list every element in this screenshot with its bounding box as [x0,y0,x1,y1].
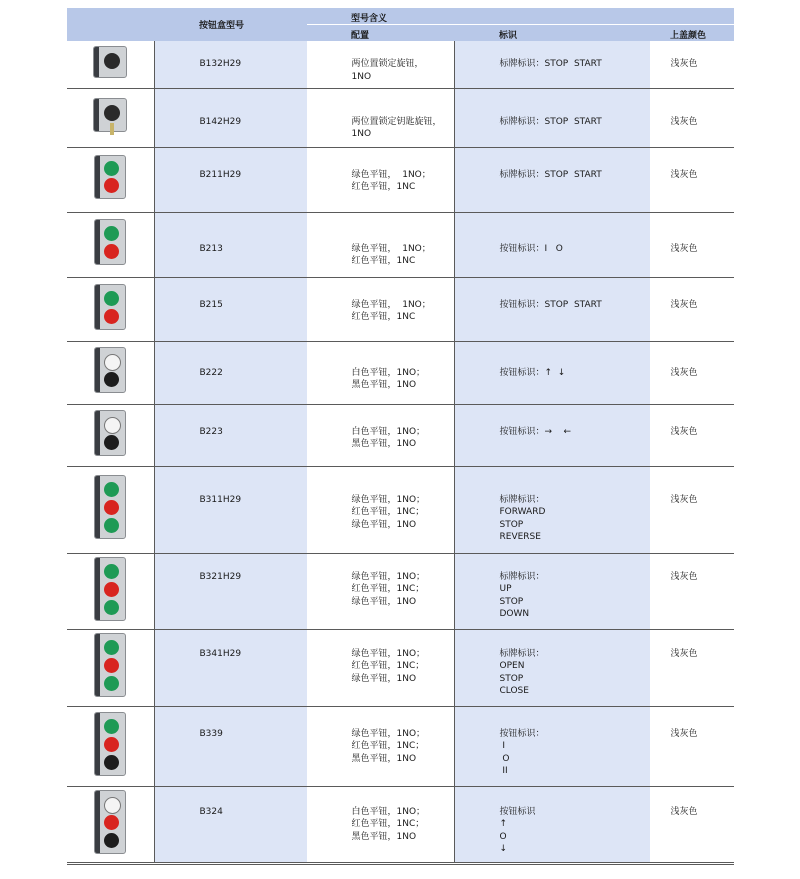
config-cell-line: 红色平钮，1NC； [351,741,425,751]
mark-cell [454,706,650,786]
config-cell-line: 绿色平钮，1NO； [351,571,426,582]
model-cell: B341H29 [154,629,307,706]
config-cell-line: 黑色平钮，1NO [351,831,417,842]
config-cell [307,404,454,466]
model-cell: B324 [154,786,307,862]
cover-color-header: 上盖颜色 [650,25,734,42]
cover-color-cell: 浅灰色 [650,88,734,147]
config-cell [307,553,454,629]
config-cell [307,88,454,147]
config-cell-line: 白色平钮，1NO； [351,806,426,817]
table-row [67,629,734,706]
mark-cell-line: O [499,831,507,842]
three-button-box-icon [94,790,126,854]
config-cell-line: 绿色平钮，1NO [351,519,417,530]
mark-cell [454,277,650,341]
cover-color-cell: 浅灰色 [650,277,734,341]
table-row [67,341,734,404]
config-cell [307,277,454,341]
config-cell-line: 黑色平钮，1NO [351,380,417,390]
config-cell [307,212,454,277]
mark-cell-line: 标牌标识：STOP START [499,59,602,69]
config-cell-line: 两位置锁定钥匙旋钮， [351,116,442,127]
product-image-cell [67,786,154,862]
config-cell-line: 红色平钮，1NC； [351,584,425,594]
table-row [67,706,734,786]
two-button-box-icon [94,347,126,393]
mark-cell [454,88,650,147]
config-cell [307,786,454,862]
model-cell: B222 [154,341,307,404]
mark-cell-line: STOP [499,673,524,684]
meaning-group-header: 型号含义 [307,8,734,25]
mark-cell [454,41,650,88]
product-image-cell [67,341,154,404]
mark-cell-line: 按钮标识：STOP START [499,299,602,310]
selector-switch-icon [93,46,127,78]
mark-cell-line: UP [499,584,512,594]
two-button-box-icon [94,219,126,265]
cover-color-cell: 浅灰色 [650,404,734,466]
model-cell: B213 [154,212,307,277]
product-image-cell [67,553,154,629]
three-button-box-icon [94,557,126,621]
config-cell-line: 红色平钮，1NC [351,312,416,322]
mark-cell-line: II [499,766,508,776]
config-cell-line: 1NO [351,71,372,82]
table-row [67,786,734,862]
product-table [67,8,734,863]
cover-color-cell: 浅灰色 [650,706,734,786]
three-button-box-icon [94,712,126,776]
mark-cell-line: 按钮标识 [499,806,536,817]
config-cell-line: 1NO [351,129,372,139]
product-image-cell [67,404,154,466]
two-button-box-icon [94,410,126,456]
config-cell [307,147,454,212]
product-image-cell [67,88,154,147]
config-cell-line: 红色平钮，1NC [351,182,416,192]
mark-header: 标识 [454,25,650,42]
cover-color-cell: 浅灰色 [650,147,734,212]
two-button-box-icon [94,284,126,330]
model-cell: B211H29 [154,147,307,212]
config-cell [307,341,454,404]
table-row [67,41,734,88]
table-row [67,212,734,277]
product-image-cell [67,277,154,341]
mark-cell [454,786,650,862]
mark-cell-line: CLOSE [499,686,529,696]
model-cell: B223 [154,404,307,466]
product-image-cell [67,147,154,212]
config-cell-line: 红色平钮，1NC； [351,819,425,829]
mark-cell-line: I [499,741,506,751]
model-header: 按钮盒型号 [154,8,307,41]
cover-color-cell: 浅灰色 [650,341,734,404]
config-cell-line: 黑色平钮，1NO [351,753,417,764]
product-image-cell [67,212,154,277]
mark-cell-line: DOWN [499,609,530,619]
mark-cell-line: STOP [499,519,524,530]
config-cell-line: 红色平钮，1NC； [351,661,425,671]
mark-cell-line: REVERSE [499,532,541,542]
product-image-cell [67,706,154,786]
mark-cell [454,341,650,404]
config-cell-line: 绿色平钮，1NO； [351,728,426,739]
config-cell-line: 红色平钮，1NC [351,256,416,266]
mark-cell [454,404,650,466]
two-button-box-icon [94,155,126,199]
mark-cell [454,629,650,706]
product-image-cell [67,466,154,553]
mark-cell [454,466,650,553]
three-button-box-icon [94,475,126,539]
config-cell-line: 绿色平钮， 1NO； [351,299,431,310]
mark-cell [454,212,650,277]
mark-cell [454,147,650,212]
cover-color-cell: 浅灰色 [650,466,734,553]
mark-cell-line: 按钮标识：→ ← [499,426,572,437]
mark-cell [454,553,650,629]
model-cell: B215 [154,277,307,341]
cover-color-cell: 浅灰色 [650,553,734,629]
config-cell [307,41,454,88]
mark-cell-line: 按钮标识： [499,728,545,739]
cover-color-cell: 浅灰色 [650,212,734,277]
key-switch-icon [93,98,127,132]
config-cell-line: 两位置锁定旋钮， [351,59,424,69]
config-cell-line: 绿色平钮，1NO； [351,494,426,505]
table-row [67,147,734,212]
table-row [67,404,734,466]
table-body [67,41,734,862]
mark-cell-line: STOP [499,596,524,607]
config-cell [307,706,454,786]
cover-color-cell: 浅灰色 [650,41,734,88]
config-cell [307,466,454,553]
model-cell: B132H29 [154,41,307,88]
config-cell-line: 绿色平钮，1NO； [351,648,426,659]
cover-color-cell: 浅灰色 [650,629,734,706]
config-cell-line: 绿色平钮，1NO [351,673,417,684]
mark-cell-line: FORWARD [499,507,546,517]
bottom-divider [67,864,734,865]
config-cell-line: 绿色平钮， 1NO； [351,169,431,180]
mark-cell-line: 按钮标识：↑ ↓ [499,367,566,378]
image-header [67,8,154,41]
product-image-cell [67,629,154,706]
table-row [67,466,734,553]
config-cell-line: 黑色平钮，1NO [351,439,417,449]
config-header: 配置 [307,25,454,42]
table-row [67,277,734,341]
mark-cell-line: O [499,753,510,764]
cover-color-cell: 浅灰色 [650,786,734,862]
mark-cell-line: 标牌标识： [499,494,545,505]
model-cell: B321H29 [154,553,307,629]
mark-cell-line: 标牌标识： [499,571,545,582]
config-cell [307,629,454,706]
config-cell-line: 红色平钮，1NC； [351,507,425,517]
model-cell: B142H29 [154,88,307,147]
model-cell: B311H29 [154,466,307,553]
mark-cell-line: 标牌标识：STOP START [499,116,602,127]
config-cell-line: 绿色平钮，1NO [351,596,417,607]
mark-cell-line: 标牌标识： [499,648,545,659]
product-image-cell [67,41,154,88]
mark-cell-line: ↑ [499,819,508,829]
config-cell-line: 白色平钮，1NO； [351,426,426,437]
table-row [67,88,734,147]
mark-cell-line: ↓ [499,844,508,854]
three-button-box-icon [94,633,126,697]
model-cell: B339 [154,706,307,786]
mark-cell-line: 按钮标识：I O [499,243,563,254]
mark-cell-line: 标牌标识：STOP START [499,169,602,180]
config-cell-line: 白色平钮，1NO； [351,367,426,378]
mark-cell-line: OPEN [499,661,525,671]
table-row [67,553,734,629]
config-cell-line: 绿色平钮， 1NO； [351,243,431,254]
